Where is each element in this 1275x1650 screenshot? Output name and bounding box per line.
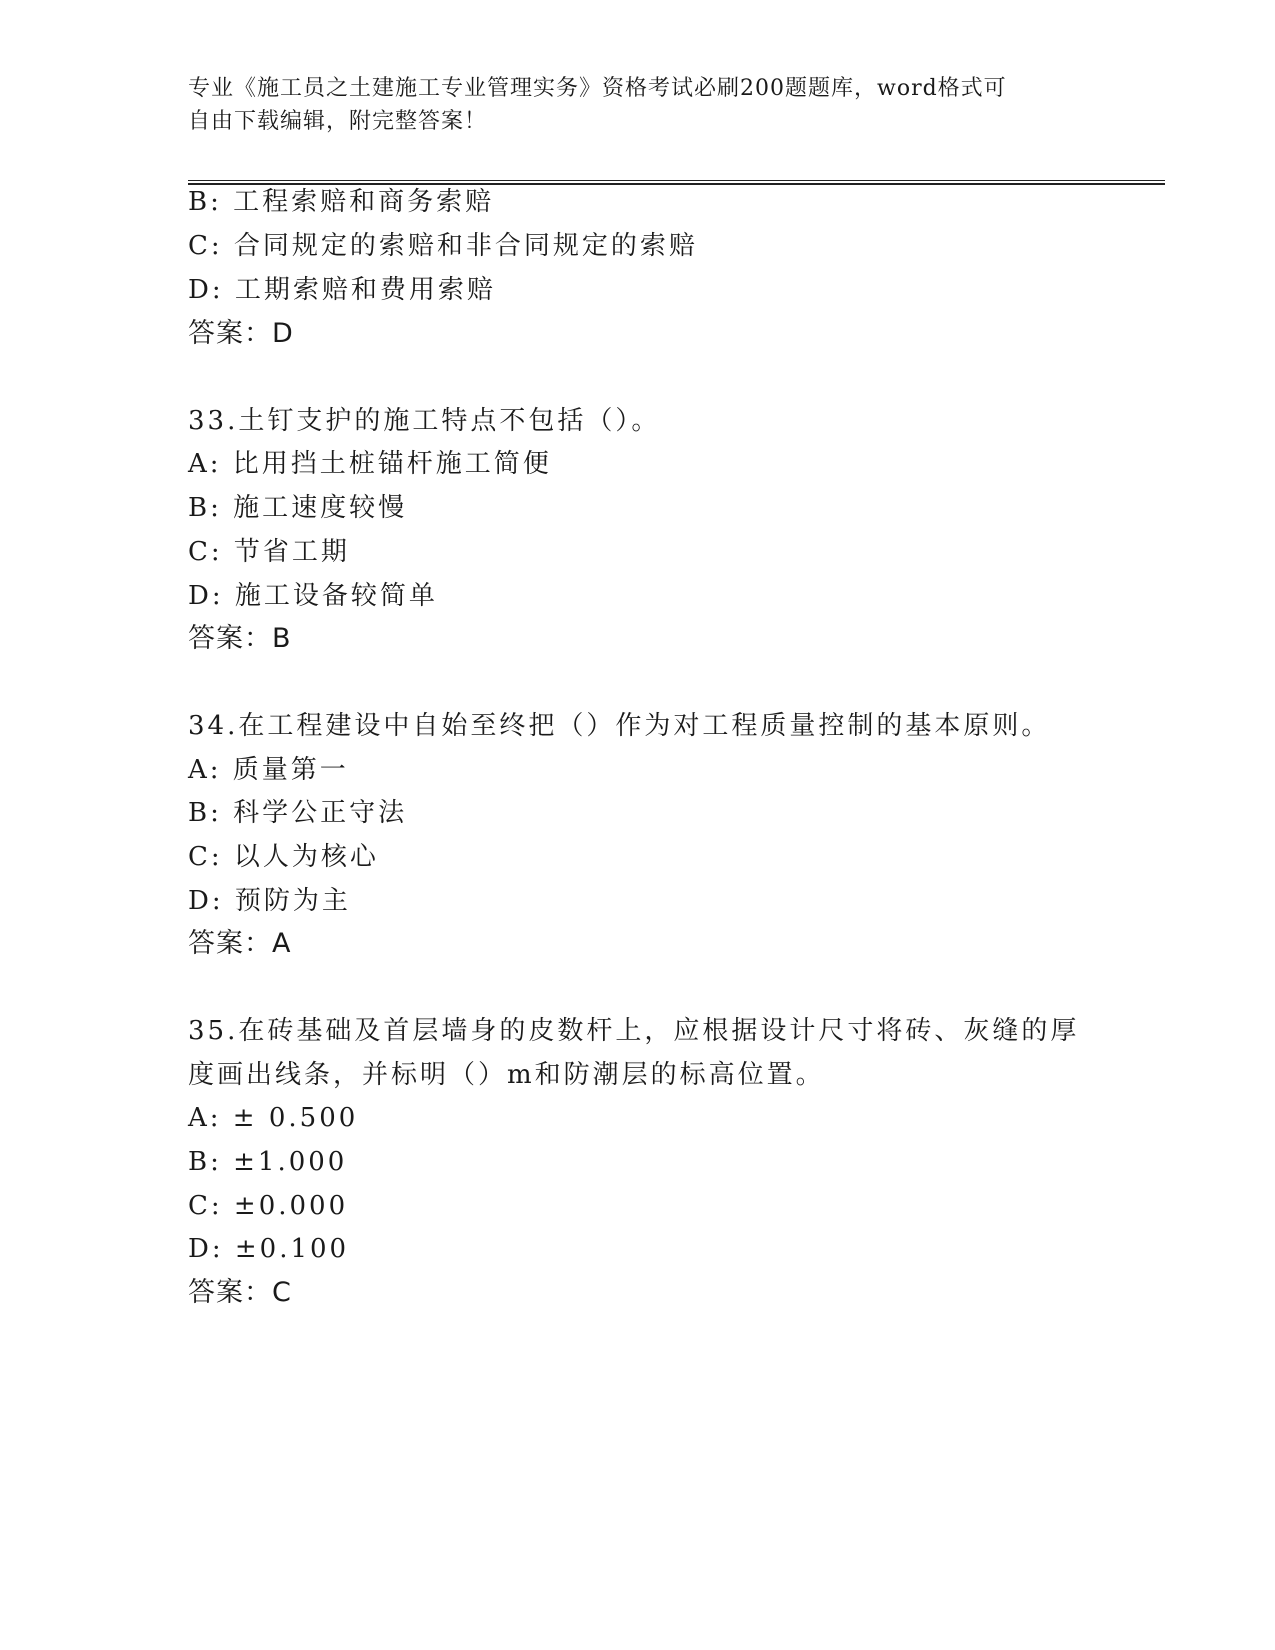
q33-option-b: B: 施工速度较慢 bbox=[188, 493, 408, 523]
q34-option-b: B: 科学公正守法 bbox=[188, 798, 408, 828]
q34-option-a: A: 质量第一 bbox=[188, 755, 349, 785]
q35-option-a: A: ± 0.500 bbox=[188, 1103, 359, 1133]
q33-answer: 答案：B bbox=[188, 623, 292, 654]
header-line-1: 专业《施工员之土建施工专业管理实务》资格考试必刷200题题库，word格式可 bbox=[188, 76, 1007, 101]
q35-option-c: C: ±0.000 bbox=[188, 1191, 349, 1221]
q33-option-a: A: 比用挡土桩锚杆施工简便 bbox=[188, 449, 552, 479]
q34-option-d: D: 预防为主 bbox=[188, 886, 351, 916]
q32-answer: 答案：D bbox=[188, 318, 294, 349]
q32-option-d: D: 工期索赔和费用索赔 bbox=[188, 275, 496, 305]
header-line-2: 自由下载编辑，附完整答案！ bbox=[188, 109, 488, 134]
q32-option-b: B: 工程索赔和商务索赔 bbox=[188, 187, 495, 217]
q35-option-b: B: ±1.000 bbox=[188, 1147, 348, 1177]
q34-question: 34.在工程建设中自始至终把（）作为对工程质量控制的基本原则。 bbox=[188, 711, 1051, 741]
q33-option-d: D: 施工设备较简单 bbox=[188, 581, 438, 611]
q35-question-line-1: 35.在砖基础及首层墙身的皮数杆上，应根据设计尺寸将砖、灰缝的厚 bbox=[188, 1016, 1080, 1046]
q33-option-c: C: 节省工期 bbox=[188, 537, 350, 567]
q35-answer: 答案：C bbox=[188, 1277, 292, 1308]
q32-option-c: C: 合同规定的索赔和非合同规定的索赔 bbox=[188, 231, 698, 261]
q35-option-d: D: ±0.100 bbox=[188, 1234, 350, 1264]
q34-option-c: C: 以人为核心 bbox=[188, 842, 379, 872]
q35-question-line-2: 度画出线条，并标明（）m和防潮层的标高位置。 bbox=[188, 1060, 825, 1090]
header-divider bbox=[188, 180, 1165, 185]
q33-question: 33.土钉支护的施工特点不包括（）。 bbox=[188, 406, 661, 436]
q34-answer: 答案：A bbox=[188, 928, 292, 959]
page-header bbox=[188, 72, 1088, 138]
